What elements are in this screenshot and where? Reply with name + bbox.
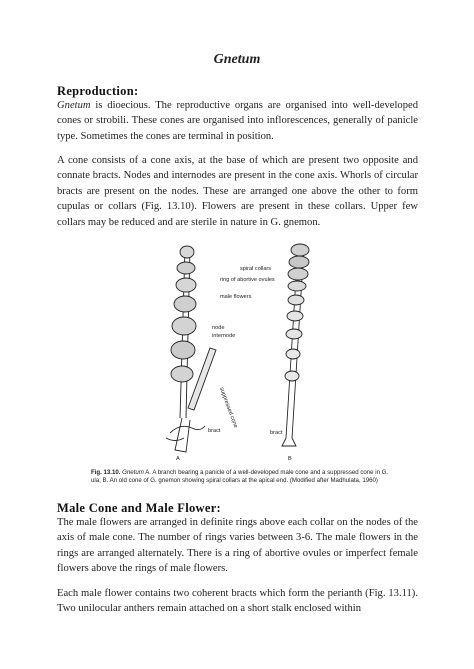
- label-node: node: [212, 325, 225, 331]
- label-spiral-collars: spiral collars: [240, 266, 272, 272]
- panel-b-label: B: [288, 456, 292, 462]
- caption-text: A. A branch bearing a panicle of a well-developed male cone and a suppressed cone in G. ula; B. An old cone of G. gnemon showing spiral collars at the apical end. (Modified after Madhulata, 1960): [91, 469, 389, 485]
- caption-genus: Gnetum: [122, 469, 144, 476]
- paragraph-male-cone-2: Each male flower contains two coherent bracts which form the perianth (Fig. 13.11). Two unilocular anthers remain attached on a short stalk enclosed within: [57, 588, 418, 615]
- label-bract-a: bract: [208, 428, 221, 434]
- paragraph-text: is dioecious. The reproductive organs are organised into well-developed cones or strobili. These cones are organised into inflorescences, generally of panicle type. Sometimes the cones are terminal in position.: [57, 100, 418, 142]
- label-bract-b: bract: [270, 430, 283, 436]
- label-ring-abortive: ring of abortive ovules: [220, 277, 275, 283]
- label-male-flowers: male flowers: [220, 294, 252, 300]
- paragraph-male-cone-1: The male flowers are arranged in definite rings above each collar on the nodes of the axis of male cone. The number of rings varies between 3-6. The male flowers in the rings are arranged alternately. There is a ring of abortive ovules or imperfect female flowers above the rings of male flowers.: [57, 517, 418, 575]
- label-internode: internode: [212, 333, 236, 339]
- panel-a-cone: [166, 246, 216, 452]
- heading-reproduction: Reproduction:: [57, 84, 139, 98]
- caption-fig-number: Fig. 13.10.: [91, 469, 121, 476]
- heading-male-cone: Male Cone and Male Flower:: [57, 501, 222, 515]
- label-suppressed-cone: suppressed cone: [218, 386, 239, 429]
- panel-a-label: A: [176, 456, 180, 462]
- paragraph-reproduction-1: [57, 98, 418, 144]
- figure-drawing: [120, 238, 360, 466]
- page-title: Gnetum: [213, 52, 261, 67]
- genus-name: Gnetum: [57, 100, 91, 111]
- figure-caption: [91, 469, 397, 485]
- figure-13-10: [120, 238, 360, 466]
- paragraph-reproduction-2: A cone consists of a cone axis, at the base of which are present two opposite and connate bracts. Nodes and internodes are present in the cone axis. Whorls of circular bracts are present on the nodes. These are arranged one above the other to form cupulas or collars (Fig. 13.10). Flowers are present in these collars. Upper few collars may be reduced and are sterile in nature in G. gnemon.: [57, 155, 418, 228]
- panel-b-cone: [282, 244, 309, 446]
